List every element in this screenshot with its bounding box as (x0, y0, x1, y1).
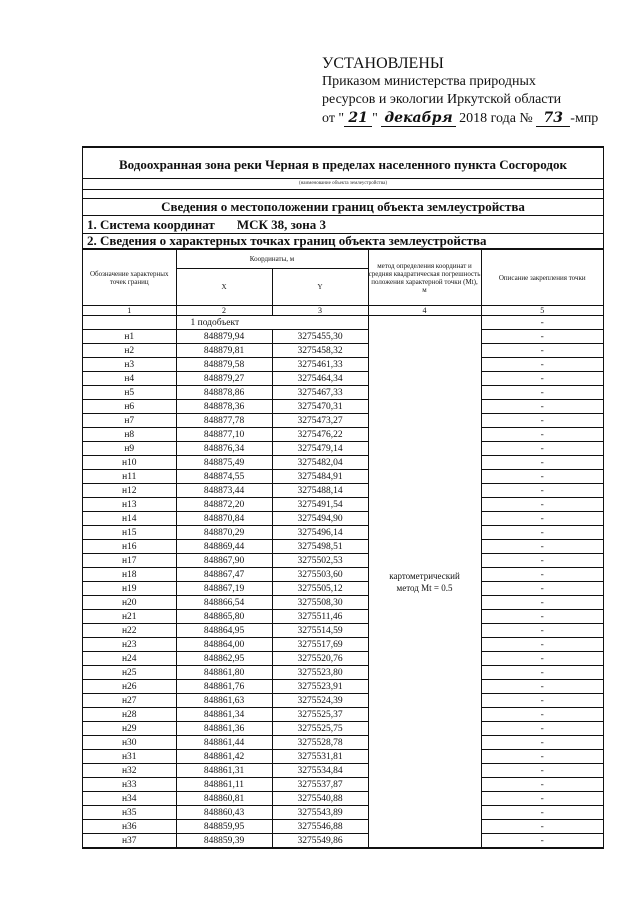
coordinate-system-label: 1. Система координат (87, 217, 215, 232)
y-cell: 3275525,37 (272, 708, 368, 722)
y-cell: 3275496,14 (272, 526, 368, 540)
header-method: метод определения координат и средняя квадратическая погрешность положения характерной точки (Mt), м (368, 250, 481, 306)
column-number: 3 (272, 306, 368, 316)
approval-date-line (322, 109, 622, 129)
column-number: 5 (481, 306, 603, 316)
approval-year-label: 2018 года № (459, 111, 533, 126)
description-cell: - (481, 610, 603, 624)
point-id-cell: н8 (83, 428, 176, 442)
x-cell: 848859,95 (176, 820, 272, 834)
x-cell: 848870,84 (176, 512, 272, 526)
table-row (83, 820, 603, 834)
y-cell: 3275546,88 (272, 820, 368, 834)
x-cell: 848864,95 (176, 624, 272, 638)
y-cell: 3275523,80 (272, 666, 368, 680)
table-row (83, 806, 603, 820)
point-id-cell: н23 (83, 638, 176, 652)
x-cell: 848869,44 (176, 540, 272, 554)
point-id-cell: н17 (83, 554, 176, 568)
point-id-cell: н26 (83, 680, 176, 694)
table-row (83, 610, 603, 624)
table-row (83, 792, 603, 806)
x-cell: 848874,55 (176, 470, 272, 484)
x-cell: 848864,00 (176, 638, 272, 652)
coordinate-system-value: МСК 38, зона 3 (236, 217, 327, 232)
y-cell: 3275498,51 (272, 540, 368, 554)
x-cell: 848872,20 (176, 498, 272, 512)
y-cell: 3275517,69 (272, 638, 368, 652)
y-cell: 3275458,32 (272, 344, 368, 358)
approval-stamp (322, 54, 622, 129)
point-id-cell: н4 (83, 372, 176, 386)
x-cell: 848860,43 (176, 806, 272, 820)
x-cell: 848861,76 (176, 680, 272, 694)
table-row (83, 330, 603, 344)
table-row (83, 568, 603, 582)
description-cell: - (481, 638, 603, 652)
point-id-cell: н12 (83, 484, 176, 498)
table-row (83, 708, 603, 722)
points-table-body (83, 316, 603, 848)
point-id-cell: н29 (83, 722, 176, 736)
y-cell: 3275473,27 (272, 414, 368, 428)
point-id-cell: н15 (83, 526, 176, 540)
description-cell: - (481, 554, 603, 568)
table-row (83, 414, 603, 428)
x-cell: 848870,29 (176, 526, 272, 540)
x-cell: 848876,34 (176, 442, 272, 456)
description-cell: - (481, 330, 603, 344)
description-cell: - (481, 722, 603, 736)
description-cell: - (481, 680, 603, 694)
description-cell: - (481, 792, 603, 806)
x-cell: 848875,49 (176, 456, 272, 470)
description-cell: - (481, 750, 603, 764)
description-cell: - (481, 624, 603, 638)
x-cell: 848861,31 (176, 764, 272, 778)
x-cell: 848861,44 (176, 736, 272, 750)
description-cell: - (481, 428, 603, 442)
y-cell: 3275540,88 (272, 792, 368, 806)
description-cell: - (481, 484, 603, 498)
x-cell: 848867,90 (176, 554, 272, 568)
y-cell: 3275482,04 (272, 456, 368, 470)
table-row (83, 624, 603, 638)
y-cell: 3275461,33 (272, 358, 368, 372)
method-line: метод Mt = 0.5 (396, 582, 453, 593)
description-cell: - (481, 666, 603, 680)
point-id-cell: н32 (83, 764, 176, 778)
table-row (83, 470, 603, 484)
table-row (83, 778, 603, 792)
table-row (83, 596, 603, 610)
x-cell: 848879,94 (176, 330, 272, 344)
table-row (83, 750, 603, 764)
point-id-cell: н36 (83, 820, 176, 834)
y-cell: 3275488,14 (272, 484, 368, 498)
x-cell: 848861,42 (176, 750, 272, 764)
description-cell: - (481, 512, 603, 526)
y-cell: 3275528,78 (272, 736, 368, 750)
y-cell: 3275534,84 (272, 764, 368, 778)
y-cell: 3275505,12 (272, 582, 368, 596)
table-row (83, 652, 603, 666)
x-cell: 848859,39 (176, 834, 272, 848)
subobject-label: 1 подобъект (176, 316, 368, 330)
column-number-row (83, 306, 603, 316)
description-cell: - (481, 652, 603, 666)
table-row (83, 484, 603, 498)
y-cell: 3275491,54 (272, 498, 368, 512)
column-number: 2 (176, 306, 272, 316)
description-cell: - (481, 708, 603, 722)
point-id-cell: н37 (83, 834, 176, 848)
point-id-cell: н21 (83, 610, 176, 624)
description-cell: - (481, 820, 603, 834)
table-row (83, 554, 603, 568)
y-cell: 3275502,53 (272, 554, 368, 568)
y-cell: 3275525,75 (272, 722, 368, 736)
point-id-cell: н13 (83, 498, 176, 512)
point-id-cell: н34 (83, 792, 176, 806)
x-cell: 848873,44 (176, 484, 272, 498)
table-row (83, 540, 603, 554)
point-id-cell: н28 (83, 708, 176, 722)
table-row (83, 372, 603, 386)
y-cell: 3275511,46 (272, 610, 368, 624)
table-row (83, 428, 603, 442)
point-id-cell: н3 (83, 358, 176, 372)
table-row (83, 638, 603, 652)
y-cell: 3275476,22 (272, 428, 368, 442)
y-cell: 3275494,90 (272, 512, 368, 526)
description-cell: - (481, 806, 603, 820)
point-id-cell: н25 (83, 666, 176, 680)
section-title: Сведения о местоположении границ объекта землеустройства (83, 199, 603, 216)
y-cell: 3275455,30 (272, 330, 368, 344)
point-id-cell: н9 (83, 442, 176, 456)
x-cell: 848877,10 (176, 428, 272, 442)
y-cell: 3275484,91 (272, 470, 368, 484)
y-cell: 3275464,34 (272, 372, 368, 386)
x-cell: 848861,80 (176, 666, 272, 680)
y-cell: 3275503,60 (272, 568, 368, 582)
description-cell: - (481, 498, 603, 512)
header-x: X (176, 269, 272, 306)
table-row (83, 680, 603, 694)
point-id-cell: н35 (83, 806, 176, 820)
description-cell: - (481, 442, 603, 456)
approval-order-line: Приказом министерства природных (322, 74, 536, 89)
handwritten-month: декабря (381, 111, 455, 127)
table-row (83, 456, 603, 470)
method-line: картометрический (389, 570, 460, 581)
x-cell: 848867,19 (176, 582, 272, 596)
description-cell: - (481, 456, 603, 470)
point-id-cell: н27 (83, 694, 176, 708)
y-cell: 3275523,91 (272, 680, 368, 694)
point-id-cell: н30 (83, 736, 176, 750)
approval-ministry-line: ресурсов и экологии Иркутской области (322, 92, 562, 107)
y-cell: 3275508,30 (272, 596, 368, 610)
y-cell: 3275520,76 (272, 652, 368, 666)
point-id-cell: н22 (83, 624, 176, 638)
points-title: 2. Сведения о характерных точках границ объекта землеустройства (83, 234, 603, 249)
x-cell: 848865,80 (176, 610, 272, 624)
point-id-cell: н11 (83, 470, 176, 484)
x-cell: 848867,47 (176, 568, 272, 582)
handwritten-order-number: 73 (536, 111, 570, 127)
header-coords: Координаты, м (176, 250, 368, 269)
y-cell: 3275549,86 (272, 834, 368, 848)
table-row (83, 764, 603, 778)
table-row (83, 498, 603, 512)
description-cell: - (481, 834, 603, 848)
boundary-sheet (82, 146, 604, 849)
x-cell: 848878,36 (176, 400, 272, 414)
y-cell: 3275479,14 (272, 442, 368, 456)
point-id-cell: н20 (83, 596, 176, 610)
header-y: Y (272, 269, 368, 306)
description-cell: - (481, 344, 603, 358)
x-cell: 848879,27 (176, 372, 272, 386)
description-cell: - (481, 386, 603, 400)
approval-from-label: от " (322, 111, 345, 126)
table-row (83, 400, 603, 414)
y-cell: 3275514,59 (272, 624, 368, 638)
point-id-cell: н18 (83, 568, 176, 582)
point-id-cell: н10 (83, 456, 176, 470)
point-id-cell: н33 (83, 778, 176, 792)
description-cell: - (481, 372, 603, 386)
table-row (83, 442, 603, 456)
subobject-row (83, 316, 603, 330)
approval-heading: УСТАНОВЛЕНЫ (322, 55, 444, 72)
x-cell: 848861,63 (176, 694, 272, 708)
table-row (83, 582, 603, 596)
point-id-cell: н2 (83, 344, 176, 358)
point-id-cell: н14 (83, 512, 176, 526)
table-row (83, 666, 603, 680)
description-cell: - (481, 540, 603, 554)
header-description: Описание закрепления точки (481, 250, 603, 306)
table-row (83, 526, 603, 540)
description-cell: - (481, 764, 603, 778)
x-cell: 848878,86 (176, 386, 272, 400)
table-row (83, 344, 603, 358)
description-cell: - (481, 596, 603, 610)
handwritten-day: 21 (344, 111, 372, 127)
point-id-cell: н24 (83, 652, 176, 666)
table-row (83, 358, 603, 372)
description-cell: - (481, 400, 603, 414)
point-id-cell: н6 (83, 400, 176, 414)
description-cell: - (481, 358, 603, 372)
description-cell: - (481, 414, 603, 428)
point-id-cell: н16 (83, 540, 176, 554)
table-row (83, 834, 603, 848)
description-cell: - (481, 736, 603, 750)
x-cell: 848879,81 (176, 344, 272, 358)
point-id-cell: н7 (83, 414, 176, 428)
x-cell: 848861,11 (176, 778, 272, 792)
document-title: Водоохранная зона реки Черная в пределах населенного пункта Сосгородок (83, 148, 603, 179)
description-cell: - (481, 568, 603, 582)
method-cell (368, 316, 481, 848)
table-row (83, 386, 603, 400)
y-cell: 3275470,31 (272, 400, 368, 414)
description-cell: - (481, 526, 603, 540)
quote-close: " (372, 111, 378, 126)
y-cell: 3275524,39 (272, 694, 368, 708)
description-cell: - (481, 582, 603, 596)
point-id-cell: н1 (83, 330, 176, 344)
x-cell: 848861,36 (176, 722, 272, 736)
y-cell: 3275467,33 (272, 386, 368, 400)
x-cell: 848861,34 (176, 708, 272, 722)
x-cell: 848860,81 (176, 792, 272, 806)
y-cell: 3275543,89 (272, 806, 368, 820)
x-cell: 848862,95 (176, 652, 272, 666)
point-id-cell: н31 (83, 750, 176, 764)
point-id-cell: н5 (83, 386, 176, 400)
title-caption: (наименование объекта землеустройства) (83, 179, 603, 190)
spacer-row (83, 190, 603, 199)
coordinate-system-row (83, 216, 603, 234)
column-number: 4 (368, 306, 481, 316)
point-id-cell: н19 (83, 582, 176, 596)
header-point: Обозначение характерных точек границ (83, 250, 176, 306)
x-cell: 848866,54 (176, 596, 272, 610)
y-cell: 3275531,81 (272, 750, 368, 764)
table-row (83, 722, 603, 736)
column-number: 1 (83, 306, 176, 316)
table-row (83, 694, 603, 708)
table-row (83, 736, 603, 750)
description-cell: - (481, 694, 603, 708)
y-cell: 3275537,87 (272, 778, 368, 792)
approval-suffix: -мпр (570, 111, 599, 126)
table-row (83, 512, 603, 526)
x-cell: 848879,58 (176, 358, 272, 372)
description-cell: - (481, 470, 603, 484)
description-cell: - (481, 778, 603, 792)
description-cell: - (481, 316, 603, 330)
points-table (83, 249, 603, 848)
x-cell: 848877,78 (176, 414, 272, 428)
